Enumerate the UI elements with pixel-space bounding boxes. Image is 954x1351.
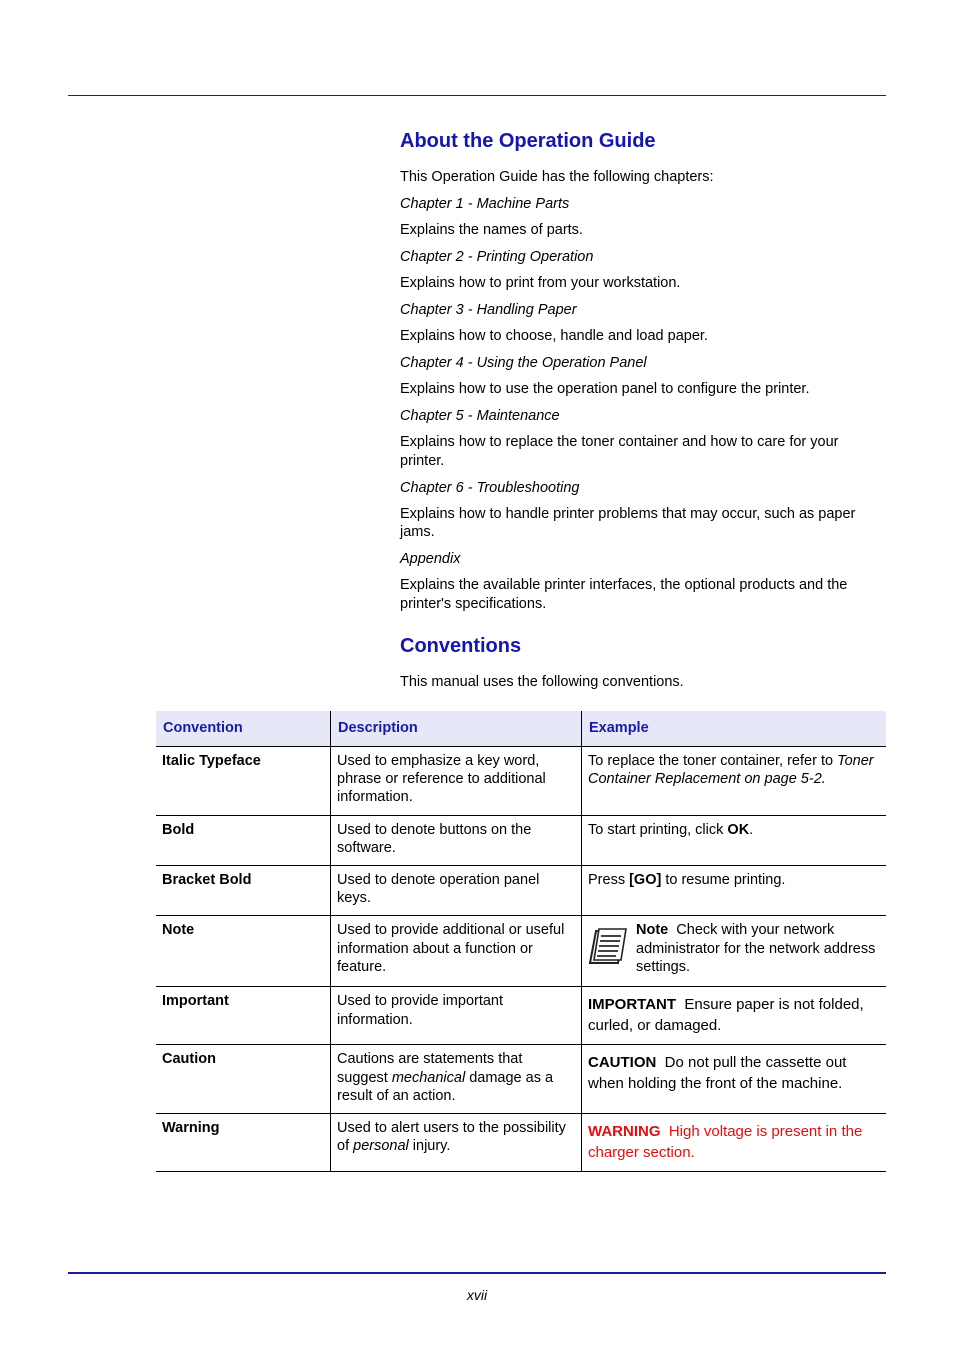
chapter-description: Explains how to handle printer problems that may occur, such as paper jams. xyxy=(400,505,856,540)
convention-example xyxy=(582,747,887,816)
conventions-section xyxy=(400,635,886,692)
convention-example xyxy=(582,866,887,916)
chapter-description: Explains how to replace the toner container and how to care for your printer. xyxy=(400,434,839,469)
example-text: Press xyxy=(588,872,630,889)
example-bold: [GO] xyxy=(629,872,662,889)
table-row xyxy=(156,1045,886,1114)
top-rule xyxy=(68,95,886,96)
convention-description: Used to provide important information. xyxy=(331,987,582,1045)
warning-label: WARNING xyxy=(588,1123,661,1141)
caution-label: CAUTION xyxy=(588,1054,657,1072)
convention-example xyxy=(582,916,887,987)
table-row xyxy=(156,866,886,916)
convention-example xyxy=(582,1045,887,1114)
convention-description: Used to provide additional or useful information about a function or feature. xyxy=(331,916,582,987)
header-description: Description xyxy=(331,711,582,747)
example-text-end: . xyxy=(749,821,754,838)
example-italic: Toner Container Replacement on page 5-2. xyxy=(588,753,874,788)
table-row xyxy=(156,1114,886,1172)
chapter-description: Explains the available printer interfaces, the optional products and the printer's specifications. xyxy=(400,577,848,612)
caution-text: Do not pull the cassette out when holding the front of the machine. xyxy=(588,1054,847,1093)
table-header-row xyxy=(156,711,886,747)
convention-name: Important xyxy=(156,987,331,1045)
example-text-end: to resume printing. xyxy=(661,872,786,889)
chapter-title: Chapter 1 - Machine Parts xyxy=(400,196,570,212)
description-text: Used to alert users to the possibility of xyxy=(337,1120,566,1155)
description-text-end: damage as a result of an action. xyxy=(337,1069,554,1104)
chapter-description: Explains how to use the operation panel to configure the printer. xyxy=(400,381,810,397)
header-example: Example xyxy=(582,711,887,747)
important-label: IMPORTANT xyxy=(588,996,677,1014)
note-pad-icon xyxy=(588,927,628,967)
header-convention: Convention xyxy=(156,711,331,747)
chapter-title: Chapter 4 - Using the Operation Panel xyxy=(400,355,647,371)
table-row xyxy=(156,916,886,987)
chapter-title: Appendix xyxy=(400,551,461,567)
bottom-rule xyxy=(68,1272,886,1274)
chapter-title: Chapter 5 - Maintenance xyxy=(400,408,560,424)
important-text: Ensure paper is not folded, curled, or damaged. xyxy=(588,996,864,1035)
convention-description xyxy=(331,1045,582,1114)
conventions-heading: Conventions xyxy=(400,635,522,657)
convention-example xyxy=(582,815,887,865)
description-italic: mechanical xyxy=(391,1069,466,1086)
warning-text: High voltage is present in the charger section. xyxy=(588,1123,863,1162)
convention-example xyxy=(582,987,887,1045)
warning-callout xyxy=(588,1119,880,1163)
convention-description: Used to emphasize a key word, phrase or reference to additional information. xyxy=(331,747,582,816)
chapter-title: Chapter 6 - Troubleshooting xyxy=(400,479,580,496)
convention-name: Italic Typeface xyxy=(156,747,331,816)
description-text: Cautions are statements that suggest xyxy=(337,1051,523,1086)
chapter-list xyxy=(400,195,886,613)
convention-example xyxy=(582,1114,887,1172)
example-text: To start printing, click xyxy=(588,821,728,838)
about-heading: About the Operation Guide xyxy=(400,130,656,152)
chapter-description: Explains how to print from your workstation. xyxy=(400,275,681,291)
conventions-intro: This manual uses the following conventions. xyxy=(400,674,684,690)
table-row xyxy=(156,987,886,1045)
description-italic: personal xyxy=(353,1138,409,1155)
convention-description xyxy=(331,1114,582,1172)
table-row xyxy=(156,747,886,816)
example-text: To replace the toner container, refer to xyxy=(588,753,838,769)
convention-name: Bracket Bold xyxy=(156,866,331,916)
convention-description: Used to denote operation panel keys. xyxy=(331,866,582,916)
example-bold: OK xyxy=(727,821,750,838)
important-callout xyxy=(588,992,880,1036)
convention-description: Used to denote buttons on the software. xyxy=(331,815,582,865)
about-intro: This Operation Guide has the following chapters: xyxy=(400,169,714,185)
chapter-title: Chapter 3 - Handling Paper xyxy=(400,302,577,318)
note-callout xyxy=(588,921,880,976)
chapter-description: Explains how to choose, handle and load paper. xyxy=(400,328,708,344)
caution-callout xyxy=(588,1050,880,1094)
note-text: Check with your network administrator for the network address settings. xyxy=(636,922,876,975)
convention-name: Note xyxy=(156,916,331,987)
note-text-block xyxy=(636,921,880,976)
description-text-end: injury. xyxy=(408,1138,451,1155)
table-row xyxy=(156,815,886,865)
convention-name: Warning xyxy=(156,1114,331,1172)
convention-name: Caution xyxy=(156,1045,331,1114)
chapter-title: Chapter 2 - Printing Operation xyxy=(400,249,594,265)
about-section xyxy=(400,130,886,613)
convention-name: Bold xyxy=(156,815,331,865)
page-number: xvii xyxy=(466,1287,488,1303)
conventions-table xyxy=(156,711,886,1172)
chapter-description: Explains the names of parts. xyxy=(400,222,583,238)
note-label: Note xyxy=(636,922,669,939)
